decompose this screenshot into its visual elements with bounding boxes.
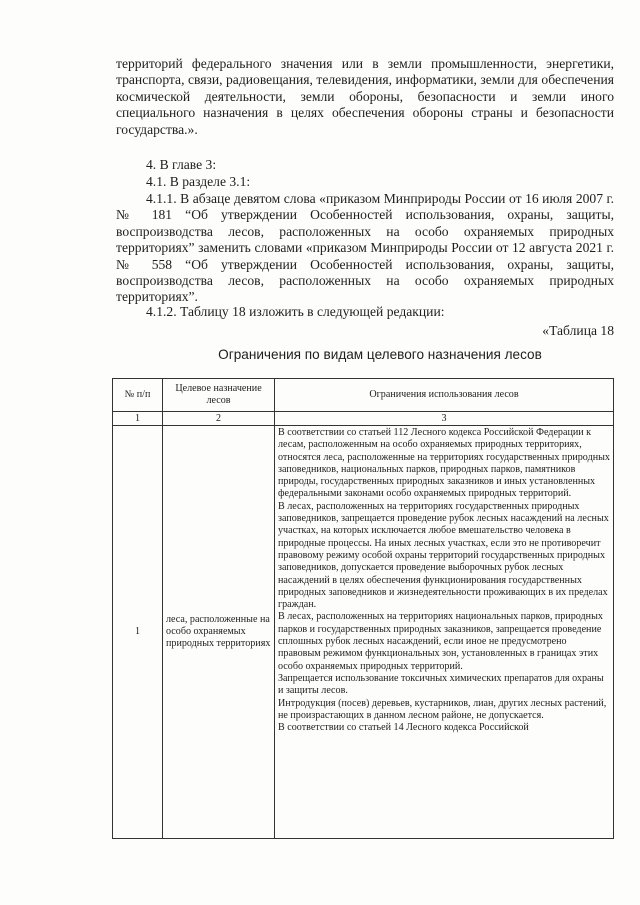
paragraph-4-1-1: 4.1.1. В абзаце девятом слова «приказом Минприроды России от 16 июля 2007 г. № 181 “Об утверждении Особенностей использования, охраны, защиты, воспроизводства лесов, расположенных на особо охраняемых природных территориях” заменить словами «приказом Минприроды России от 12 августа 2021 г. № 558 “Об утверждении Особенностей использования, охраны, защиты, воспроизводства лесов, расположенных на особо охраняемых природных территориях”. [116, 191, 614, 305]
header-number: № п/п [113, 379, 163, 412]
column-number: 3 [275, 412, 614, 426]
restriction-paragraph: В лесах, расположенных на территориях государственных природных заповедников, запрещается проведение рубок лесных насаждений на лесных участках, на которых исключается любое вмешательство человека в природные процессы. На иных лесных участках, если это не противоречит правовому режиму особой охраны территорий государственных природных заповедников, допускается проведение выборочных рубок лесных насаждений в целях обеспечения функционирования государственных природных заповедников и жизнедеятельности проживающих в их пределах граждан. [278, 500, 609, 611]
restriction-paragraph: В соответствии со статьей 112 Лесного кодекса Российской Федерации к лесам, расположенным на особо охраняемых природных территориях, относятся леса, расположенные на территориях государственных природных заповедников, национальных парков, природных парков, памятников природы, государственных природных заказников и иных установленных федеральными законами особо охраняемых природных территорий. [278, 427, 610, 500]
table-row [113, 426, 614, 839]
restriction-paragraph: Запрещается использование токсичных химических препаратов для охраны и защиты лесов. [278, 672, 604, 697]
row-number: 1 [113, 426, 163, 839]
restriction-paragraph: В соответствии со статьей 14 Лесного кодекса Российской [278, 722, 529, 734]
paragraph-continuation: территорий федерального значения или в земли промышленности, энергетики, транспорта, связи, радиовещания, телевидения, информатики, земли для обеспечения космической деятельности, земли обороны, безопасности и земли иного специального назначения в целях обеспечения обороны страны и безопасности государства.». [116, 56, 614, 137]
restriction-paragraph: В лесах, расположенных на территориях национальных парков, природных парков и государственных природных заказников, запрещается проведение сплошных рубок лесных насаждений, если иное не предусмотрено правовым режимом функциональных зон, установленных в границах этих особо охраняемых природных территорий. [278, 611, 603, 672]
column-number-row [113, 412, 614, 426]
column-number: 1 [113, 412, 163, 426]
paragraph-chapter-3: 4. В главе 3: [146, 157, 217, 172]
table-label: «Таблица 18 [542, 323, 614, 338]
table-header-row [113, 379, 614, 412]
forest-purpose: леса, расположенные на особо охраняемых природных территориях [163, 426, 275, 839]
paragraph-4-1-2: 4.1.2. Таблицу 18 изложить в следующей редакции: [146, 304, 445, 319]
restrictions-table [112, 378, 614, 839]
restrictions-cell [275, 426, 614, 839]
header-purpose: Целевое назначение лесов [163, 379, 275, 412]
column-number: 2 [163, 412, 275, 426]
table-caption: Ограничения по видам целевого назначения лесов [218, 347, 542, 362]
paragraph-section-3-1: 4.1. В разделе 3.1: [146, 174, 251, 189]
restriction-paragraph: Интродукция (посев) деревьев, кустарников, лиан, других лесных растений, не произрастающих в данном лесном районе, не допускается. [278, 697, 607, 721]
header-restrictions: Ограничения использования лесов [275, 379, 614, 412]
